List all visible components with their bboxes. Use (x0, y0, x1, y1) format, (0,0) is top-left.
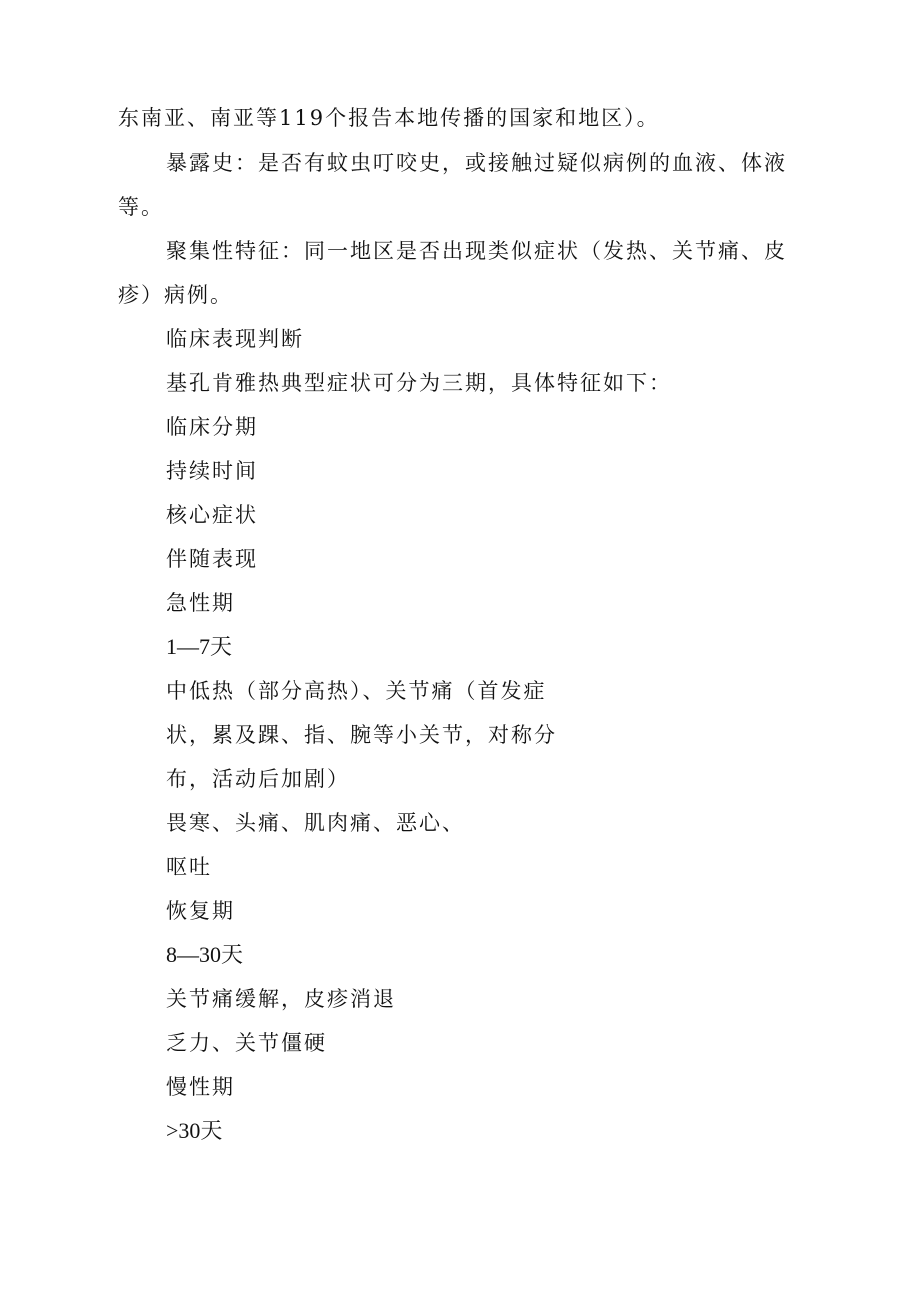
table-cell-acute-stage: 急性期 (166, 591, 235, 615)
table-cell-acute-duration: 1—7天 (166, 634, 233, 659)
table-cell-acute-core-1: 中低热（部分高热）、关节痛（首发症 (166, 679, 547, 703)
table-cell-recovery-stage: 恢复期 (166, 899, 235, 923)
table-cell-chronic-duration: >30天 (166, 1118, 223, 1143)
text-line-exposure-history: 暴露史：是否有蚊虫叮咬史，或接触过疑似病例的血液、体液 (166, 151, 787, 175)
table-header-duration: 持续时间 (166, 459, 258, 483)
table-cell-acute-core-3: 布，活动后加剧） (166, 767, 350, 791)
table-cell-acute-core-2: 状，累及踝、指、腕等小关节，对称分 (166, 723, 557, 747)
text-line-three-stages-intro: 基孔肯雅热典型症状可分为三期，具体特征如下： (166, 371, 672, 395)
text-line-cluster-feature-end: 疹）病例。 (118, 283, 233, 307)
section-heading-clinical-judgment: 临床表现判断 (166, 327, 304, 351)
text-line-exposure-history-end: 等。 (118, 195, 164, 219)
table-header-core-symptoms: 核心症状 (166, 503, 258, 527)
table-cell-recovery-duration: 8—30天 (166, 942, 244, 967)
table-header-accompanying: 伴随表现 (166, 547, 258, 571)
table-cell-recovery-accompanying: 乏力、关节僵硬 (166, 1031, 327, 1055)
table-header-clinical-stage: 临床分期 (166, 415, 258, 439)
text-line-cluster-feature: 聚集性特征：同一地区是否出现类似症状（发热、关节痛、皮 (166, 239, 787, 263)
table-cell-acute-accompanying-1: 畏寒、头痛、肌肉痛、恶心、 (166, 811, 465, 835)
table-cell-recovery-core: 关节痛缓解，皮疹消退 (166, 987, 396, 1011)
text-line-continuation-regions: 东南亚、南亚等119个报告本地传播的国家和地区）。 (118, 106, 660, 130)
table-cell-chronic-stage: 慢性期 (166, 1075, 235, 1099)
table-cell-acute-accompanying-2: 呕吐 (166, 855, 212, 879)
